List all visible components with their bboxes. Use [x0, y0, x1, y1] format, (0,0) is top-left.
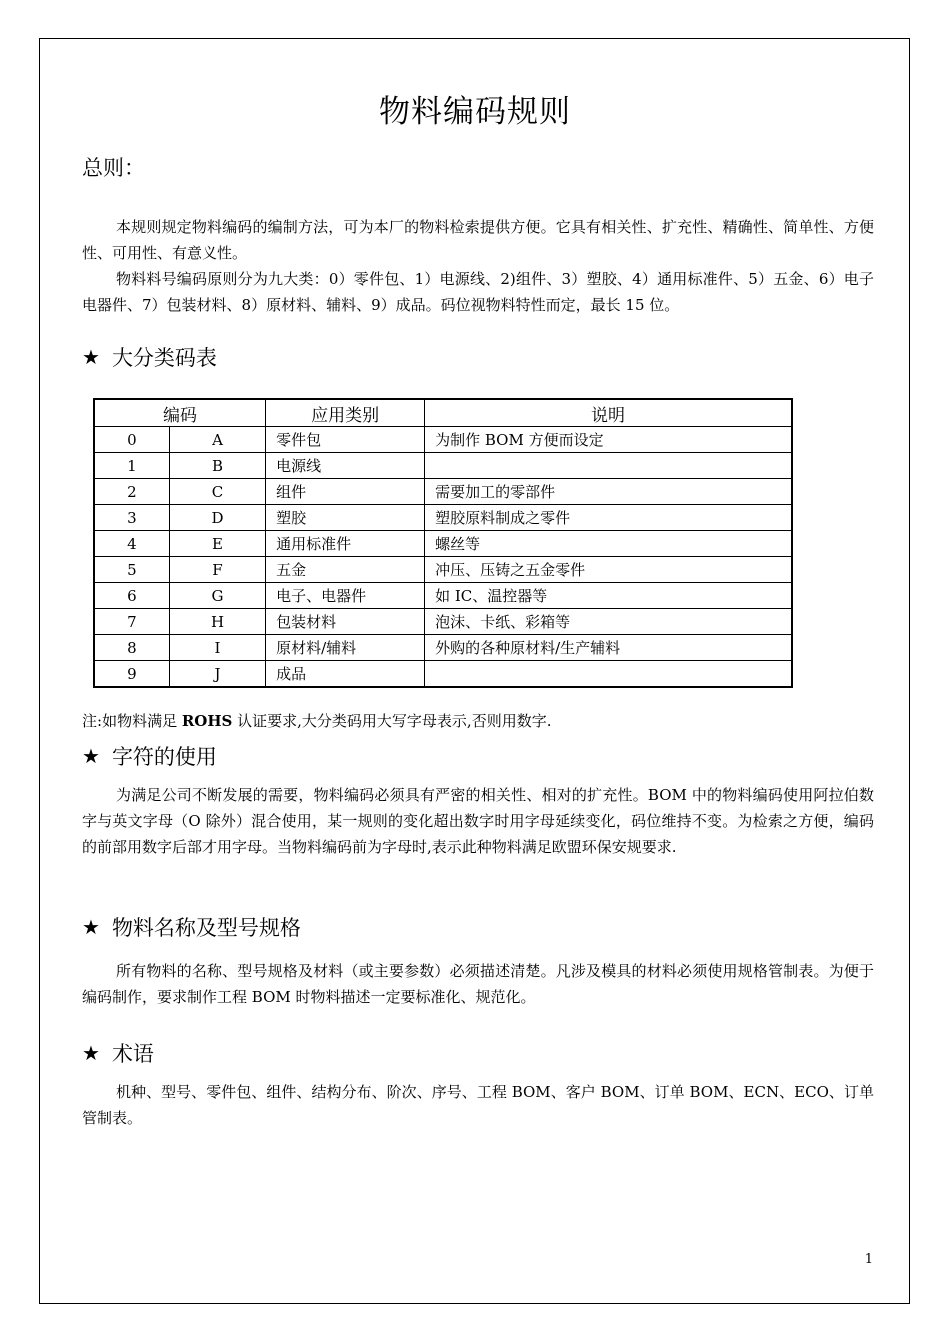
table-row	[94, 557, 792, 583]
row-number-cell: 0	[94, 427, 169, 453]
row-description-cell: 为制作 BOM 方便而设定	[425, 427, 792, 453]
table-row	[94, 427, 792, 453]
row-letter-cell: J	[169, 661, 265, 688]
row-description-cell: 需要加工的零部件	[425, 479, 792, 505]
terms-paragraph: 机种、型号、零件包、组件、结构分布、阶次、序号、工程 BOM、客户 BOM、订单 BOM、ECN、ECO、订单管制表。	[82, 1083, 874, 1127]
row-category-cell: 通用标准件	[266, 531, 425, 557]
row-number-cell: 1	[94, 453, 169, 479]
row-number-cell: 8	[94, 635, 169, 661]
star-icon: ★	[82, 1041, 100, 1065]
row-category-cell: 零件包	[266, 427, 425, 453]
row-description-cell: 冲压、压铸之五金零件	[425, 557, 792, 583]
general-heading: 总则：	[82, 156, 145, 180]
row-number-cell: 2	[94, 479, 169, 505]
row-letter-cell: D	[169, 505, 265, 531]
major-class-table	[93, 398, 793, 688]
row-number-cell: 5	[94, 557, 169, 583]
section-chars-heading	[82, 741, 217, 771]
table-row	[94, 609, 792, 635]
section-names-label: 物料名称及型号规格	[111, 916, 301, 940]
page-number: 1	[864, 1252, 873, 1267]
star-icon: ★	[82, 744, 100, 768]
row-description-cell: 泡沫、卡纸、彩箱等	[425, 609, 792, 635]
row-description-cell	[425, 661, 792, 688]
header-category: 应用类别	[266, 399, 425, 427]
note-prefix: 注:	[82, 712, 103, 730]
row-number-cell: 9	[94, 661, 169, 688]
table-row	[94, 583, 792, 609]
row-category-cell: 五金	[266, 557, 425, 583]
page-title: 物料编码规则	[379, 94, 571, 130]
row-letter-cell: G	[169, 583, 265, 609]
section-terms-label: 术语	[111, 1042, 154, 1066]
note-rohs: ROHS	[181, 712, 233, 730]
row-letter-cell: F	[169, 557, 265, 583]
row-category-cell: 塑胶	[266, 505, 425, 531]
note-text-1: 如物料满足	[102, 712, 182, 730]
row-description-cell: 如 IC、温控器等	[425, 583, 792, 609]
row-letter-cell: E	[169, 531, 265, 557]
table-row	[94, 453, 792, 479]
table-row	[94, 505, 792, 531]
star-icon: ★	[82, 345, 100, 369]
row-letter-cell: H	[169, 609, 265, 635]
names-paragraph: 所有物料的名称、型号规格及材料（或主要参数）必须描述清楚。凡涉及模具的材料必须使用规格管制表。为便于编码制作，要求制作工程 BOM 时物料描述一定要标准化、规范化。	[82, 962, 874, 1006]
row-number-cell: 7	[94, 609, 169, 635]
row-number-cell: 6	[94, 583, 169, 609]
row-category-cell: 电源线	[266, 453, 425, 479]
table-row	[94, 479, 792, 505]
row-letter-cell: A	[169, 427, 265, 453]
row-category-cell: 组件	[266, 479, 425, 505]
table-header-row	[94, 399, 792, 427]
row-letter-cell: B	[169, 453, 265, 479]
section-major-label: 大分类码表	[111, 346, 217, 370]
row-description-cell: 塑胶原料制成之零件	[425, 505, 792, 531]
table-row	[94, 531, 792, 557]
row-number-cell: 4	[94, 531, 169, 557]
row-category-cell: 原材料/辅料	[266, 635, 425, 661]
section-names-heading	[82, 912, 301, 942]
row-letter-cell: C	[169, 479, 265, 505]
section-major-heading	[82, 342, 217, 372]
rohs-note	[82, 710, 551, 731]
row-category-cell: 成品	[266, 661, 425, 688]
row-letter-cell: I	[169, 635, 265, 661]
section-chars-label: 字符的使用	[111, 745, 217, 769]
table-row	[94, 635, 792, 661]
intro-paragraph-2: 物料料号编码原则分为九大类：0）零件包、1）电源线、2)组件、3）塑胶、4）通用标准件、5）五金、6）电子电器件、7）包装材料、8）原材料、辅料、9）成品。码位视物料特性而定，最长 15 位。	[82, 270, 874, 314]
row-category-cell: 包装材料	[266, 609, 425, 635]
chars-paragraph: 为满足公司不断发展的需要，物料编码必须具有严密的相关性、相对的扩充性。BOM 中的物料编码使用阿拉伯数字与英文字母（O 除外）混合使用，某一规则的变化超出数字时用字母延续变化，码位维持不变。为检索之方便，编码的前部用数字后部才用字母。当物料编码前为字母时,表示此种物料满足欧盟环保安规要求.	[82, 786, 874, 856]
note-text-2: 认证要求,大分类码用大写字母表示,否则用数字.	[232, 712, 552, 730]
row-number-cell: 3	[94, 505, 169, 531]
table-row	[94, 661, 792, 688]
row-category-cell: 电子、电器件	[266, 583, 425, 609]
row-description-cell	[425, 453, 792, 479]
header-description: 说明	[425, 399, 792, 427]
row-description-cell: 螺丝等	[425, 531, 792, 557]
star-icon: ★	[82, 915, 100, 939]
section-terms-heading	[82, 1038, 154, 1068]
intro-paragraph-1: 本规则规定物料编码的编制方法，可为本厂的物料检索提供方便。它具有相关性、扩充性、精确性、简单性、方便性、可用性、有意义性。	[82, 218, 874, 262]
header-code: 编码	[94, 399, 266, 427]
row-description-cell: 外购的各种原材料/生产辅料	[425, 635, 792, 661]
